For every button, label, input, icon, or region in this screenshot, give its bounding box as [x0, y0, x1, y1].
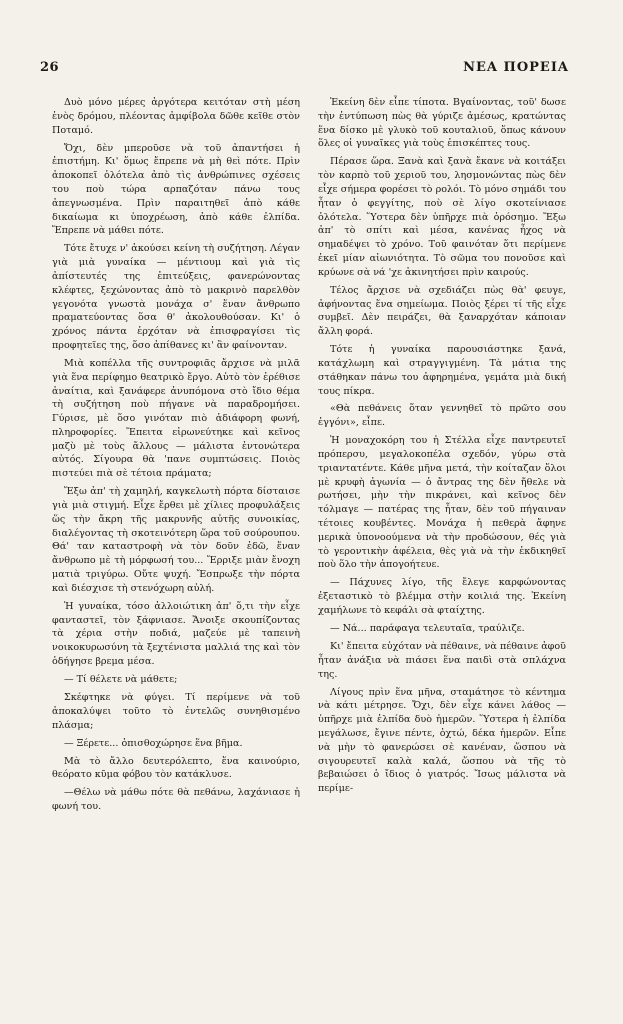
dialogue-line: — Πάχυνες λίγο, τῆς ἔλεγε καρφώνοντας ἐξεταστικὸ τὸ βλέμμα στὴν κοιλιά της. Ἐκείνη χαμήλωνε τὸ κεφάλι σὰ φταίχτης.	[318, 577, 566, 617]
running-header-title: ΝΕΑ ΠΟΡΕΙΑ	[463, 60, 569, 75]
paragraph: Λίγους πρὶν ἕνα μῆνα, σταμάτησε τὸ κέντημα νὰ κάτι μέτρησε. Ὄχι, δὲν εἶχε κάνει λάθος — ὑπῆρχε μιὰ ἐλπίδα δυὸ ἡμερῶν. Ὕστερα ἡ ἐλπίδα μεγάλωσε, ἔγινε πέντε, ὀχτώ, δέκα ἡμερῶν. Εἶπε νὰ μὴν τὸ φανερώσει σὲ κανέναν, ὥσπου νὰ σιγουρευτεῖ καλὰ καλά, ὥσπου νὰ τῆς τὸ βεβαιώσει ὁ ἴδιος ὁ γιατρός. Ἴσως μάλιστα νὰ περίμε-	[318, 686, 566, 795]
paragraph: Μιὰ κοπέλλα τῆς συντροφιᾶς ἄρχισε νὰ μιλᾶ γιὰ ἕνα περίφημο θεατρικὸ ἔργο. Αὐτὸ τὸν ἐρέθισε ἀναίτια, καὶ ξανάφερε ἀνυπόμονα στὸ ἴδιο θέμα τὴ συζήτηση ποὺ πήγανε νὰ παραδρομήσει. Γύρισε, μὲ ὅσο γινόταν πιὸ ἀδιάφορη φωνή, πληροφορίες. Ἔπειτα εἰρωνεύτηκε καὶ κεῖνος μαζὺ μὲ τοὺς ἄλλους — μάλιστα ἐντονώτερα αὐτός. Σίγουρα θὰ 'πανε συμπτώσεις. Ποιὸς πιστεύει πιὰ σὲ τέτοια πράματα;	[52, 357, 300, 480]
right-column	[318, 96, 566, 800]
dialogue-line: — Τί θέλετε νὰ μάθετε;	[64, 674, 178, 685]
dialogue-line: — Νά... παράφαγα τελευταῖα, τραύλιζε.	[330, 623, 525, 634]
dialogue-line: — Ξέρετε... ὀπισθοχώρησε ἕνα βῆμα.	[64, 737, 243, 749]
paragraph: Ἡ μοναχοκόρη του ἡ Στέλλα εἶχε παντρευτεῖ πρόπερσυ, μεγαλοκοπέλα σχεδόν, γύρω στὰ τριαντατέντε. Κάθε μῆνα μετά, τὴν κοίταζαν ὅλοι μὲ κρυφὴ ἀγωνία — ὁ ἄντρας της δὲν ἤθελε νὰ ρωτήσει, μὴν τὴν πικράνει, καὶ κεῖνος δὲν τόλμαγε — πατέρας της ἦταν, δὲν τοῦ πήγαιναν τέτοιες κουβέντες. Μονάχα ἡ πεθερὰ ἄφηνε μερικὰ ὑπονοούμενα νὰ τὴν προδώσουν, θές γιὰ τὸ γεροντικὴν ἀφέλεια, θὲς γιὰ νὰ τὴν ἐκδικηθεῖ ποὺ ὅλο τὴν ἀπογοήτευε.	[318, 435, 566, 571]
paragraph: Σκέφτηκε νὰ φύγει. Τί περίμενε νὰ τοῦ ἀποκαλύψει τοῦτο τὸ ἐντελῶς συνηθισμένο πλάσμα;	[52, 691, 300, 731]
paragraph: Κι' ἔπειτα εὐχόταν νὰ πέθαινε, νὰ πέθαινε ἀφοῦ ἦταν ἀνάξια νὰ πιάσει ἕνα παιδὶ στὰ σπλάχνα της.	[318, 640, 566, 680]
paragraph: Τότε ἔτυχε ν' ἀκούσει κείνη τὴ συζήτηση. Λέγαν γιὰ μιὰ γυναίκα — μέντιουμ καὶ γιὰ τὶς ἀπίστευτές της ἐπιτεύξεις, φανερώνοντας κλέφτες, ξεχώνοντας ἀπὸ τὸ μακρινὸ παρελθὸν γεγονότα γνωστὰ μονάχα σ' ἕναν ἄνθρωπο πραματεύοντας ὅσα θ' ἀκολουθούσαν. Κι' ὁ χρόνος πάντα ἐρχόταν νὰ ἐπισφραγίσει τὶς προφητεῖες της, ὅσο ἀπίθανες κι' ἂν φαίνονταν.	[52, 243, 300, 351]
paragraph: Δυὸ μόνο μέρες ἀργότερα κειτόταν στὴ μέση ἑνὸς δρόμου, πλέοντας ἀμφίβολα δῶθε κεῖθε στὸν Ποταμό.	[52, 97, 300, 136]
paragraph: Τότε ἡ γυναίκα παρουσιάστηκε ξανά, κατάχλωμη καὶ στραγγιγμένη. Τὰ μάτια της στάθηκαν πάνω του ἀφηρημένα, γεμάτα μιὰ δική τους πίκρα.	[318, 344, 566, 397]
left-column	[52, 96, 300, 818]
paragraph: Τέλος ἄρχισε νὰ σχεδιάζει πὼς θὰ' φευγε, ἀφήνοντας ἕνα σημείωμα. Ποιὸς ξέρει τί τῆς εἶχε συμβεῖ. Δὲν πειράζει, θὰ ξαναρχόταν κάποιαν ἄλλη φορά.	[318, 284, 566, 338]
paragraph: Ἔξω ἀπ' τὴ χαμηλή, καγκελωτὴ πόρτα δίσταισε γιὰ μιὰ στιγμή. Εἶχε ἔρθει μὲ χίλιες προφυλάξεις ὥς τὴν ἄκρη τῆς μακρυνῆς αὐτῆς συνοικίας, διαλέγοντας τὴ σκοτεινότερη ὥρα τοῦ σούρουπου. Θά' ταν καταστροφὴ νὰ τὸν δοῦν ἐδῶ, ἕναν ἄνθρωπο μὲ τὴ μόρφωσή του... Ἔρριξε μιὰν ἔνοχη ματιὰ τριγύρω. Οὔτε ψυχή. Ἔσπρωξε τὴν πόρτα καὶ διέσχισε τὴ στενόχωρη αὐλή.	[52, 486, 300, 594]
paragraph: Ὄχι, δὲν μπεροῦσε νὰ τοῦ ἀπαντήσει ἡ ἐπιστήμη. Κι' ὅμως ἔπρεπε νὰ μὴ θεὶ πότε. Πρὶν ἀποκοπεῖ ὁλότελα ἀπὸ τὶς ἀνθρώπινες σχέσεις του ποὺ τώρα αρπαζόταν πάνω τους ἀπεγνωσμένα. Πρὶν παραιτηθεῖ ἀπὸ κάθε δικαίωμα κι ὑποχρέωση, ἀπὸ κάθε ἐλπίδα. Ἔπρεπε νὰ μάθει πότε.	[52, 142, 300, 237]
paragraph: Ἐκείνη δὲν εἶπε τίποτα. Βγαίνοντας, τοῦ' δωσε τὴν ἐντύπωση πὼς θὰ γύριζε ἀμέσως, κρατώντας ἕνα δίσκο μὲ γλυκὸ τοῦ κουταλιοῦ, ὅπως κάνουν ὅλες οἱ γυναῖκες γιὰ τοὺς ἐπισκέπτες τους.	[318, 97, 566, 150]
paragraph: Ἡ γυναίκα, τόσο ἀλλοιώτικη ἀπ' ὅ,τι τὴν εἶχε φανταστεῖ, τὸν ξάφνιασε. Ἄνοιξε σκουπίζοντας τὰ χέρια στὴν ποδιά, μαζεύε μὲ ταπεινὴ νοικοκυρωσύνη τὰ ξεχτένιστα μαλλιά της καὶ τὸν ὁδήγησε βρεμα μέσα.	[52, 600, 300, 668]
quote-line: «Θὰ πεθάνεις ὅταν γεννηθεῖ τὸ πρῶτο σου ἐγγόνι», εἶπε.	[318, 403, 566, 429]
paragraph: Μὰ τὸ ἄλλο δευτερόλεπτο, ἕνα καινούριο, θεόρατο κῦμα φόβου τὸν κατάκλυσε.	[52, 755, 300, 781]
dialogue-line: —Θέλω νὰ μάθω πότε θὰ πεθάνω, λαχάνιασε ἡ φωνή του.	[52, 787, 300, 813]
page-number: 26	[40, 60, 60, 75]
paragraph: Πέρασε ὥρα. Ξανὰ καὶ ξανὰ ἔκανε νὰ κοιτάξει τὸν καρπὸ τοῦ χεριοῦ του, λησμονώντας πὼς δὲν εἶχε σήμερα φορέσει τὸ ρολόι. Τὸ μόνο σημάδι του ἦταν ὁ φεγγίτης, ποὺ σὲ λίγο σκοτείνιασε ὁλότελα. Ὕστερα δὲν ὑπῆρχε πιὰ ὁρόσημο. Ἔξω ἀπ' τὸ σπίτι καὶ μέσα, κανένας ἦχος νὰ σημαδέψει τὸ χρόνο. Τοῦ φαινόταν ὅτι περίμενε ἐκεῖ μίαν αἰωνιότητα. Τὸ σῶμα του πονοῦσε καὶ κρύωνε σὰ νά 'χε ἀκινητήσει πρὶν καιρούς.	[318, 156, 566, 278]
